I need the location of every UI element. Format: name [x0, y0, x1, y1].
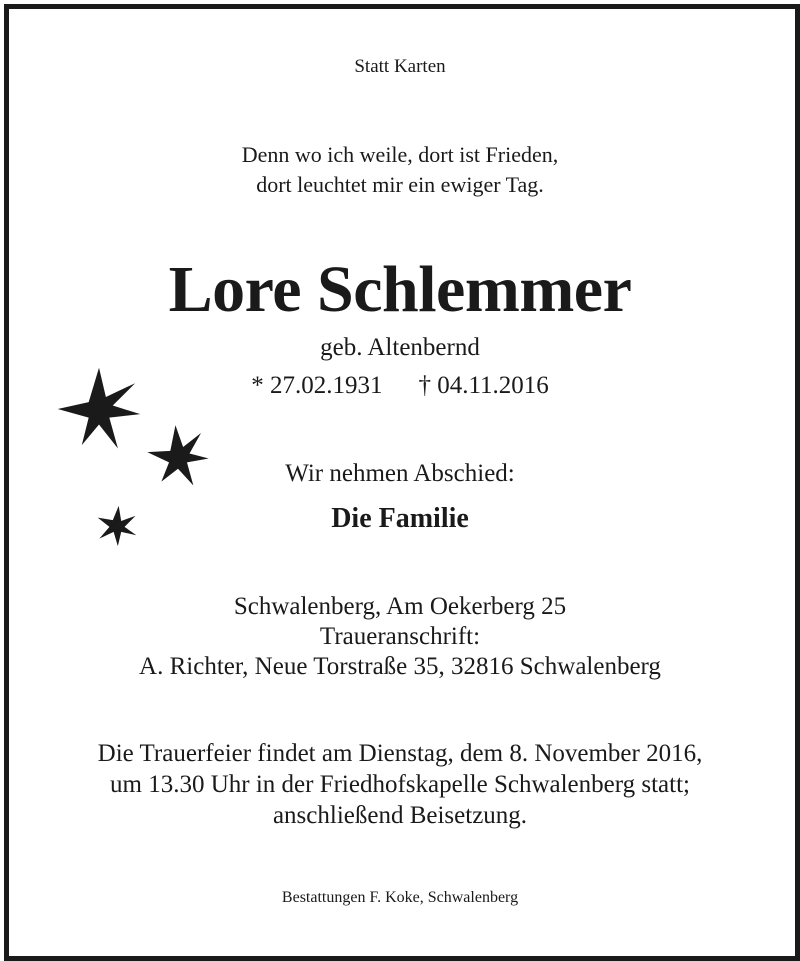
address-line-2: Traueranschrift: — [319, 623, 481, 650]
statt-karten: Statt Karten — [354, 56, 446, 77]
ceremony-line-2: um 13.30 Uhr in der Friedhofskapelle Schwalenberg statt; — [110, 771, 690, 798]
star-icon — [96, 505, 138, 547]
ceremony-line-3: anschließend Beisetzung. — [272, 802, 528, 829]
farewell-intro: Wir nehmen Abschied: — [285, 460, 515, 487]
quote-line-2: dort leuchtet mir ein ewiger Tag. — [256, 172, 544, 197]
undertaker: Bestattungen F. Koke, Schwalenberg — [281, 889, 519, 906]
death-date: † 04.11.2016 — [418, 372, 549, 399]
deceased-name: Lore Schlemmer — [168, 253, 632, 326]
star-icon — [54, 366, 144, 452]
quote-line-1: Denn wo ich weile, dort ist Frieden, — [241, 142, 559, 167]
address-line-1: Schwalenberg, Am Oekerberg 25 — [233, 593, 567, 620]
mourners: Die Familie — [331, 503, 469, 534]
maiden-name: geb. Altenbernd — [320, 334, 480, 361]
ceremony-line-1: Die Trauerfeier findet am Dienstag, dem 8. November 2016, — [97, 740, 703, 767]
star-icon — [146, 424, 210, 488]
address-line-3: A. Richter, Neue Torstraße 35, 32816 Schwalenberg — [139, 653, 661, 680]
birth-date: * 27.02.1931 — [251, 372, 383, 399]
